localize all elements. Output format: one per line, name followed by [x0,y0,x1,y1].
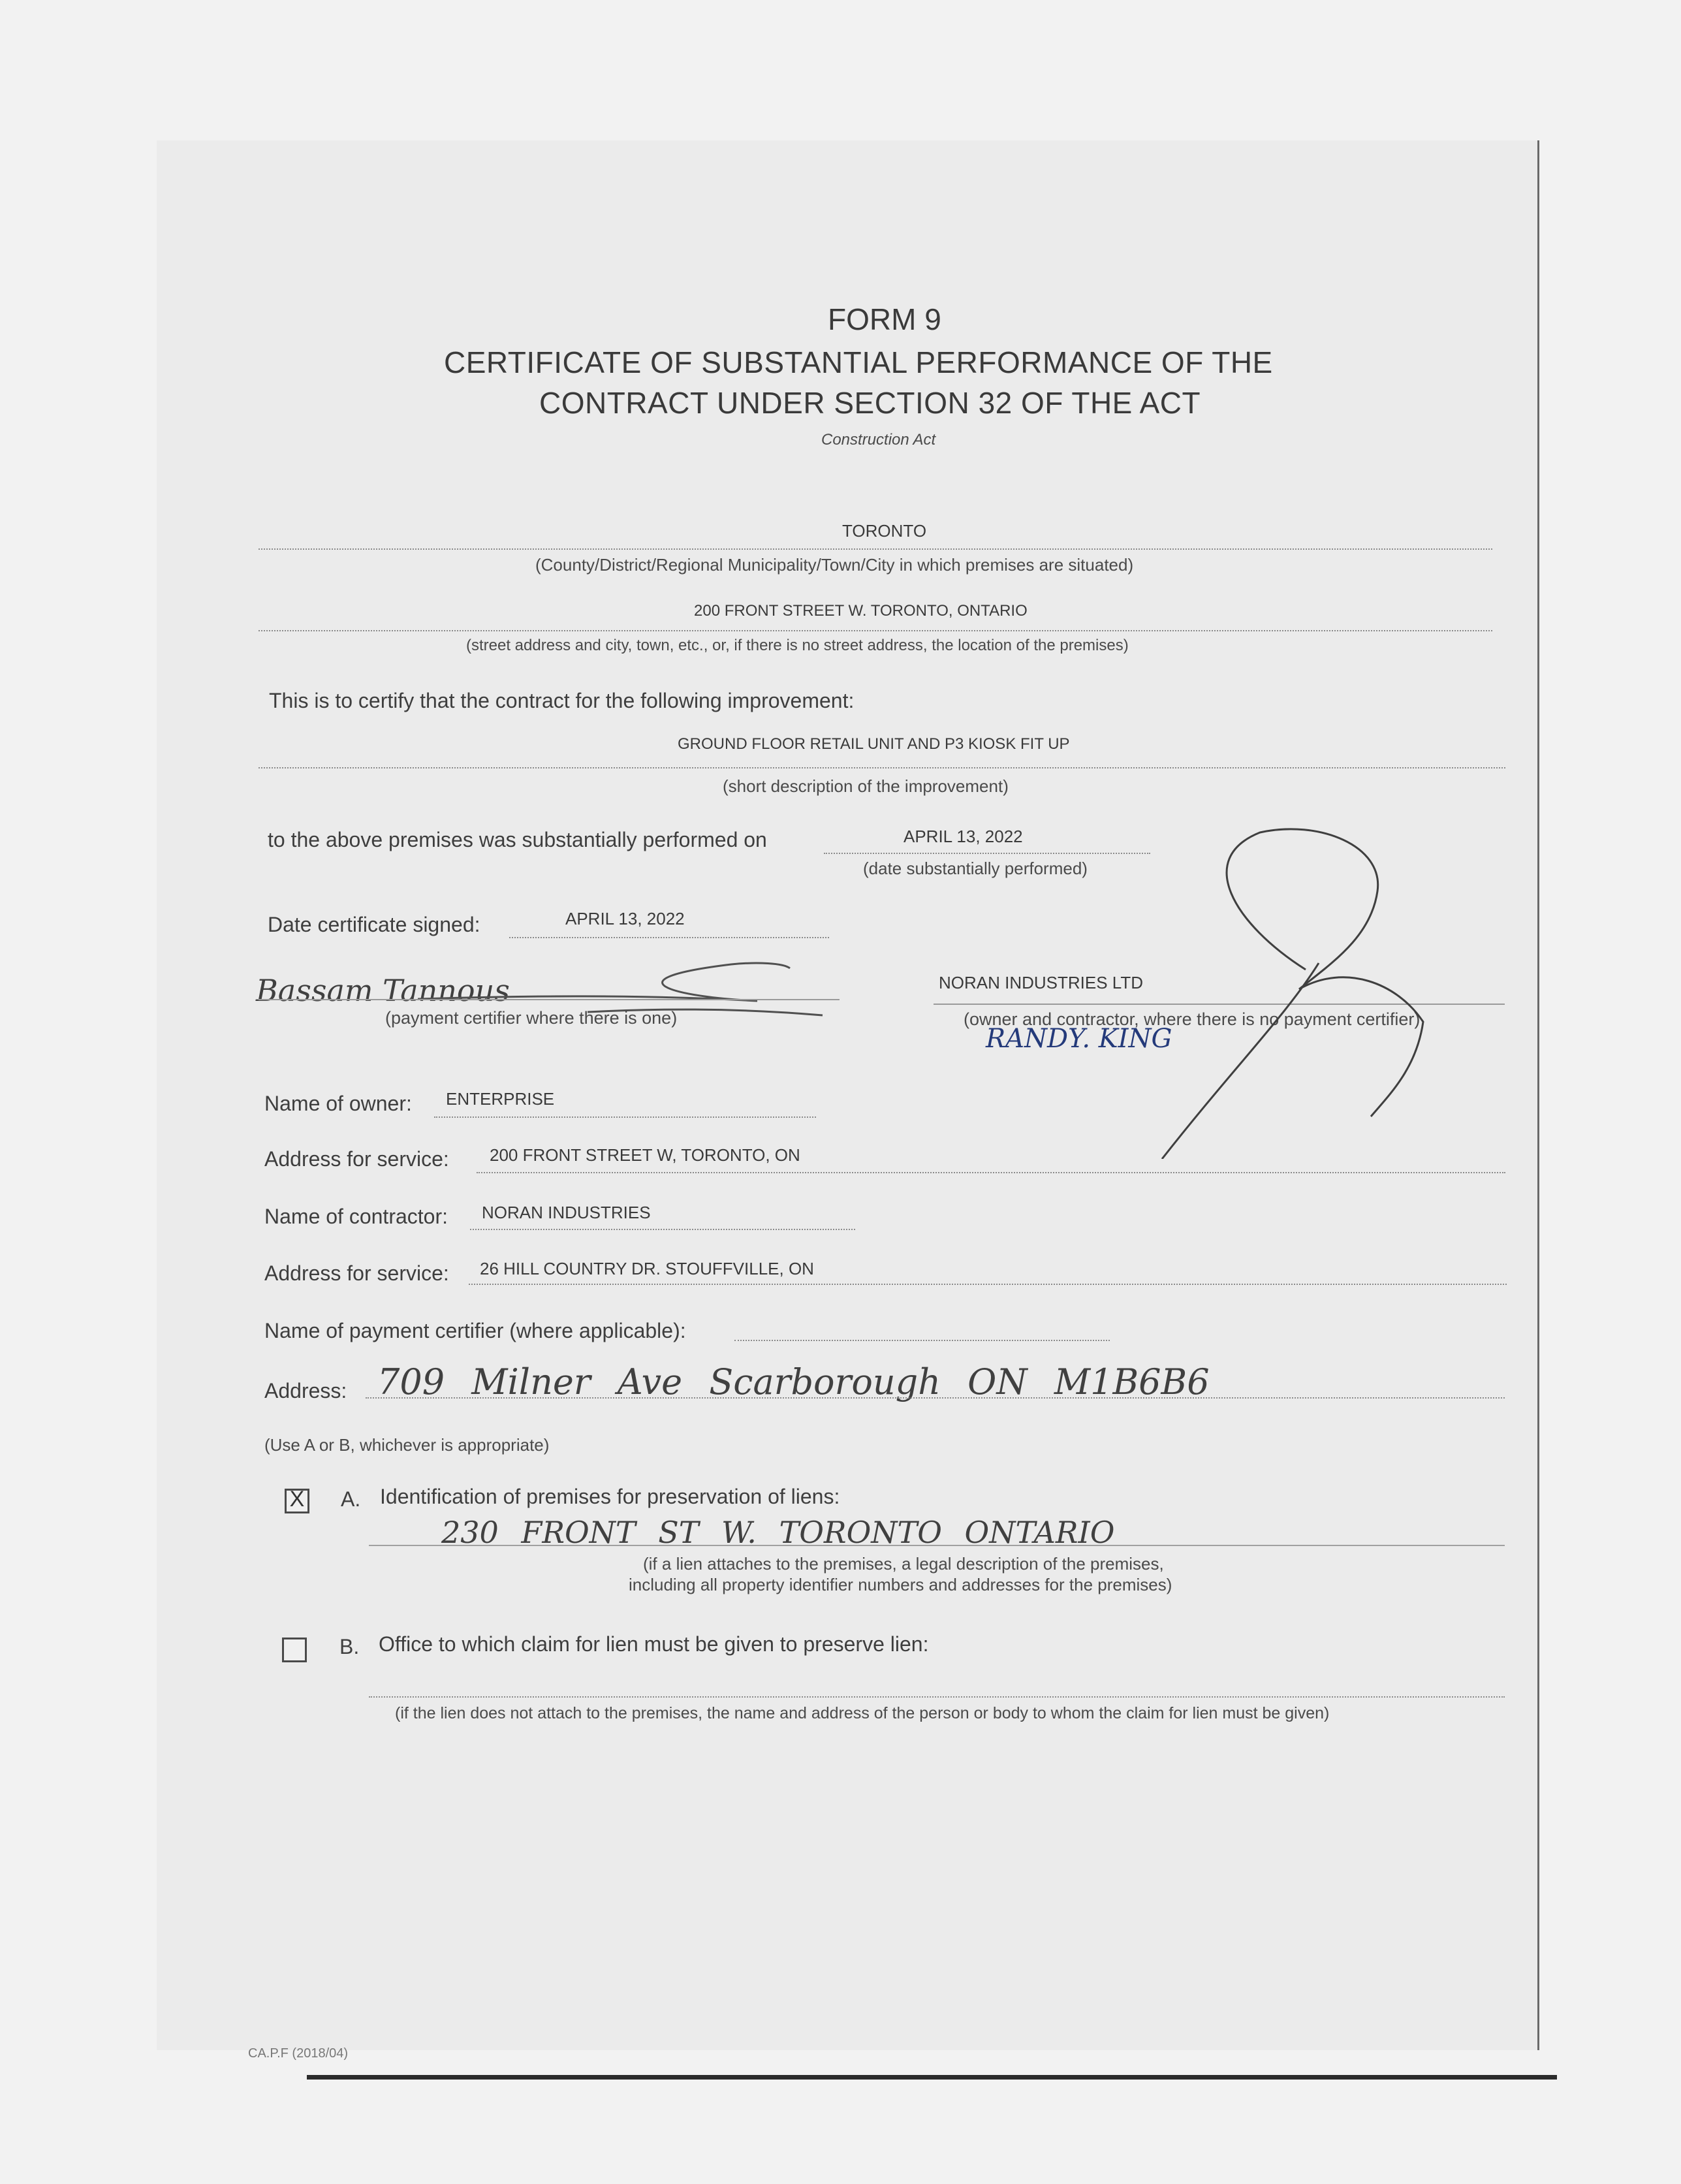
contractor-value: NORAN INDUSTRIES [482,1203,651,1222]
certifier-address-handwritten: 709 Milner Ave Scarborough ON M1B6B6 [377,1361,1210,1402]
contractor-address-label: Address for service: [264,1261,449,1285]
option-a-checkbox[interactable] [285,1489,309,1513]
premises-address-value: 200 FRONT STREET W. TORONTO, ONTARIO [694,602,1028,620]
choice-instruction: (Use A or B, whichever is appropriate) [264,1435,550,1455]
option-a-check-mark: X [289,1487,305,1511]
owner-line [434,1116,816,1118]
owner-address-label: Address for service: [264,1147,449,1171]
certifier-address-line [366,1397,1505,1399]
option-a-line [369,1545,1505,1546]
owner-contractor-signature-scribble [1136,819,1436,1159]
payment-certifier-label: Name of payment certifier (where applicable): [264,1319,686,1342]
option-b-label: Office to which claim for lien must be given to preserve lien: [379,1632,929,1656]
performed-caption: (date substantially performed) [863,859,1088,878]
owner-contractor-name: NORAN INDUSTRIES LTD [939,973,1143,992]
municipality-value: TORONTO [842,521,927,541]
form-title-line2: CONTRACT UNDER SECTION 32 OF THE ACT [539,386,1201,420]
option-a-label: Identification of premises for preservation of liens: [380,1485,840,1508]
certifier-signature-name: Bassam Tannous [256,973,510,1008]
certifier-caption: (payment certifier where there is one) [385,1008,678,1028]
owner-contractor-caption: (owner and contractor, where there is no payment certifier) [964,1009,1421,1029]
premises-address-caption: (street address and city, town, etc., or, if there is no street address, the location of the premises) [466,637,1129,654]
premises-address-line [259,630,1492,631]
certifier-address-label: Address: [264,1379,347,1402]
signed-label: Date certificate signed: [268,913,480,936]
form-title-line1: CERTIFICATE OF SUBSTANTIAL PERFORMANCE OF THE [444,345,1273,379]
option-b-line [369,1696,1505,1698]
payment-certifier-line [734,1340,1110,1341]
performed-label: to the above premises was substantially performed on [268,828,767,851]
improvement-line [259,767,1505,768]
performed-date: APRIL 13, 2022 [903,827,1023,846]
improvement-value: GROUND FLOOR RETAIL UNIT AND P3 KIOSK FIT UP [678,735,1070,753]
option-a-caption-line1: (if a lien attaches to the premises, a legal description of the premises, [643,1554,1164,1574]
form-code: CA.P.F (2018/04) [248,2046,349,2061]
certify-intro: This is to certify that the contract for the following improvement: [269,689,855,712]
signed-date: APRIL 13, 2022 [565,909,685,928]
owner-address-value: 200 FRONT STREET W, TORONTO, ON [490,1145,800,1165]
option-b-caption: (if the lien does not attach to the premises, the name and address of the person or body to whom the claim for lien must be given) [395,1704,1330,1722]
signed-date-line [509,937,829,938]
performed-date-line [824,853,1150,854]
municipality-line [259,548,1492,550]
option-a-letter: A. [341,1487,361,1511]
owner-value: ENTERPRISE [446,1089,555,1109]
owner-label: Name of owner: [264,1092,412,1115]
contractor-line [470,1229,855,1230]
owner-address-line [477,1172,1505,1173]
form-number: FORM 9 [828,302,941,336]
option-a-caption-line2: including all property identifier numbers and addresses for the premises) [629,1575,1172,1594]
option-a-handwritten-premises: 230 FRONT ST W. TORONTO ONTARIO [441,1515,1115,1550]
improvement-caption: (short description of the improvement) [723,776,1009,796]
certifier-signature-line [259,999,840,1000]
page-edge-line [307,2075,1557,2080]
option-b-checkbox[interactable] [282,1638,307,1662]
contractor-address-value: 26 HILL COUNTRY DR. STOUFFVILLE, ON [480,1259,814,1278]
act-name: Construction Act [821,431,936,449]
contractor-address-line [469,1284,1507,1285]
contractor-label: Name of contractor: [264,1205,448,1228]
municipality-caption: (County/District/Regional Municipality/Town/City in which premises are situated) [535,555,1134,575]
option-b-letter: B. [339,1635,360,1658]
owner-contractor-handwritten-name: RANDY. KING [986,1024,1172,1054]
